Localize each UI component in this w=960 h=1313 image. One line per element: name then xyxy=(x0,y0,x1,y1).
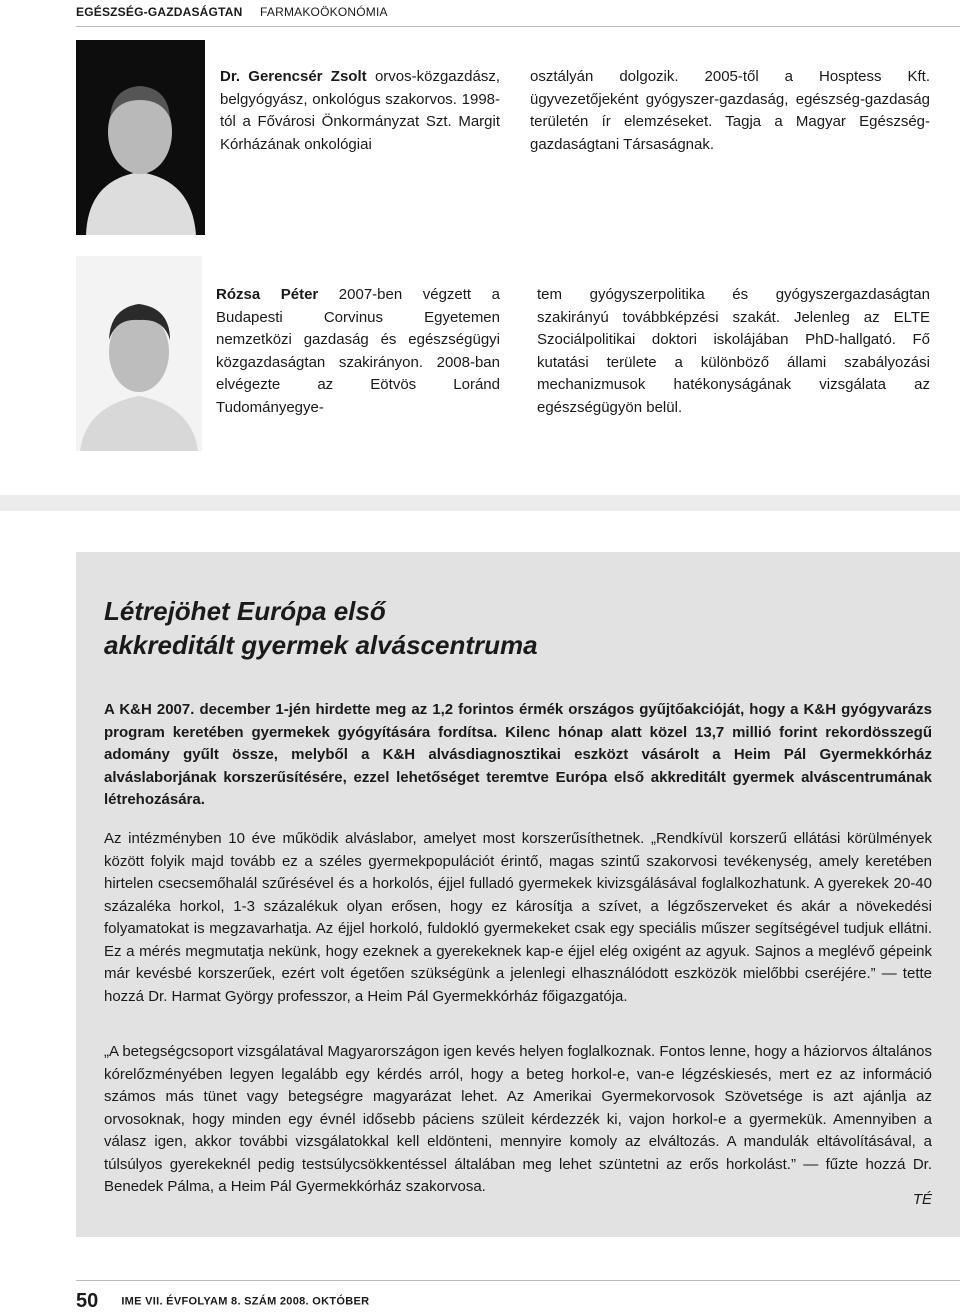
author-photo-rozsa xyxy=(76,256,202,451)
subsection-label: FARMAKOÖKONÓMIA xyxy=(260,5,388,19)
page-number: 50 xyxy=(76,1290,99,1312)
author-photo-gerencser xyxy=(76,40,205,235)
bio-rozsa-col1 xyxy=(216,284,500,419)
section-divider xyxy=(0,495,960,511)
running-header xyxy=(76,5,388,19)
author-signature: TÉ xyxy=(912,1191,932,1208)
section-label: EGÉSZSÉG-GAZDASÁGTAN xyxy=(76,5,243,19)
article-title-line2: akkreditált gyermek alváscentruma xyxy=(104,630,538,660)
footer-rule xyxy=(76,1280,960,1281)
bio-text: 2007-ben végzett a Budapesti Corvinus Egyetemen nemzetközi gazdaság és egészségügyi közgazdaságtan szakirányon. 2008-ban elvégezte az Eötvös Loránd Tudományegye- xyxy=(216,286,500,416)
bio-gerencser-col1 xyxy=(220,66,500,156)
article-paragraph-2: „A betegségcsoport vizsgálatával Magyarországon igen kevés helyen foglalkoznak. Fontos lenne, hogy a háziorvos általános kórelőzményében legyen legalább egy kérdés arról, hogy a beteg horkol-e, van-e légzéskiesés, mert ez az információ számos más tünet vagy betegségre magyarázat lehet. Az Amerikai Gyermekorvosok Szövetsége is azt ajánlja az orvosoknak, hogy minden egy évnél idősebb páciens szüleit kérdezzék ki, vajon horkol-e a gyermekük. Amennyiben a válasz igen, akkor további vizsgálatokkal kell eldönteni, mennyire komoly az elváltozás. A mandulák eltávolításával, a túlsúlyos gyerekeknél pedig testsúlycsökkentéssel általában meg lehet szüntetni az erős horkolást.” — fűzte hozzá Dr. Benedek Pálma, a Heim Pál Gyermekkórház szakorvosa. xyxy=(104,1043,932,1195)
bio-gerencser-col2 xyxy=(530,66,930,156)
header-rule xyxy=(76,26,960,27)
bio-name: Dr. Gerencsér Zsolt xyxy=(220,68,367,85)
bio-text: osztályán dolgozik. 2005-től a Hosptess Kft. ügyvezetőjeként gyógyszer-gazdaság, egészség-gazdaság területén ír elemzéseket. Tagja a Magyar Egészség-gazdaságtani Társaságnak. xyxy=(530,68,930,153)
article-lead: A K&H 2007. december 1-jén hirdette meg az 1,2 forintos érmék országos gyűjtőakcióját, hogy a K&H gyógyvarázs program keretében gyermekek gyógyítására fordítsa. Kilenc hónap alatt közel 13,7 millió forint rekordösszegű adomány gyűlt össze, melyből a K&H alvásdiagnosztikai eszközt vásárolt a Heim Pál Gyermekkórház alváslaborjának korszerűsítésére, ezzel lehetőséget teremtve Európa első akkreditált gyermek alváscentrumának létrehozására. xyxy=(104,701,932,808)
article-title xyxy=(104,594,538,662)
page-footer xyxy=(76,1290,369,1313)
issue-info: IME VII. ÉVFOLYAM 8. SZÁM 2008. OKTÓBER xyxy=(121,1295,370,1308)
bio-text: orvos-közgazdász, belgyógyász, onkológus szakorvos. 1998-tól a Fővárosi Önkormányzat Szt. Margit Kórházának onkológiai xyxy=(220,68,500,153)
article-title-line1: Létrejöhet Európa első xyxy=(104,596,386,626)
bio-text: tem gyógyszerpolitika és gyógyszergazdaságtan szakirányú továbbképzési szakát. Jelenleg az ELTE Szociálpolitikai doktori iskolájában PhD-hallgató. Fő kutatási területe a különböző állami szabályozási mechanizmusok hatékonyságának vizsgálata az egészségügyön belül. xyxy=(537,286,930,416)
article-paragraph-1: Az intézményben 10 éve működik alváslabor, amelyet most korszerűsíthetnek. „Rendkívül korszerű ellátási körülmények között folyik majd tovább ez a széles gyermekpopulációt érintő, magas szintű szakorvosi tevékenység, amely keretében hirtelen csecsemőhalál szűrésével és a horkolós, éjjel fulladó gyermekek kivizsgálásával foglalkozhatunk. A gyerekek 20-40 százaléka horkol, 1-3 százalékuk olyan erősen, hogy ez károsítja a szívet, a légzőszerveket és akár a növekedési folyamatokat is megzavarhatja. Az éjjel horkoló, fuldokló gyermekeket csak egy speciális műszer segítségével tudjuk ellátni. Ez a mérés megmutatja nekünk, hogy ezeknek a gyerekeknek kap-e éjjel elég oxigént az agyuk. Sajnos a meglévő gépeink már kevésbé korszerűek, ezért volt égetően szükségünk a jelenlegi elhasználódott eszközök mielőbbi cseréjére.” — tette hozzá Dr. Harmat György professzor, a Heim Pál Gyermekkórház főigazgatója. xyxy=(104,830,932,1005)
bio-name: Rózsa Péter xyxy=(216,286,319,303)
bio-rozsa-col2 xyxy=(537,284,930,419)
